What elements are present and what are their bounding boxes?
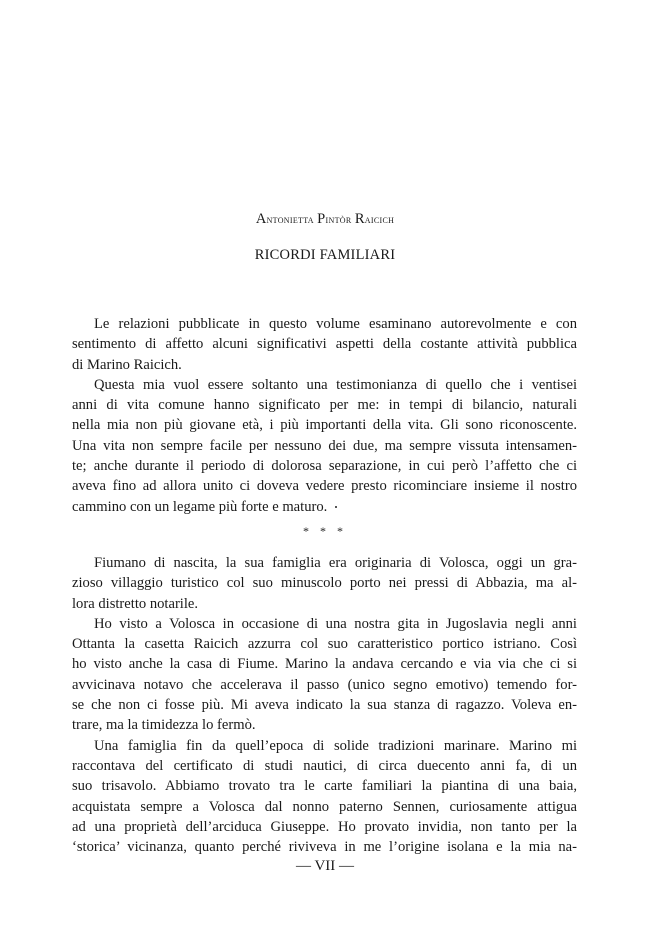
author-first-rest: ntonietta [266,212,314,226]
article-title: RICORDI FAMILIARI [254,247,396,263]
paragraph-line: aveva fino ad allora unito ci doveva vedere presto ricominciare insieme il nostro [72,478,577,495]
author-middle-rest: intòr [325,212,352,226]
paragraph-line-text: cammino con un legame più forte e maturo. [72,498,328,515]
section-separator: * * * [303,524,347,538]
paragraph-line: se che non ci fosse più. Mi aveva indicato la sua stanza di ragazzo. Voleva en- [72,697,577,714]
paragraph-line: Le relazioni pubblicate in questo volume esaminano autorevolmente e con [94,316,577,332]
paragraph-line: ‘storica’ vicinanza, quanto perché riviveva in me l’origine isolana e la mia na- [72,839,577,856]
author-last-rest: aicich [364,212,395,226]
author-middle-initial: P [317,211,326,227]
paragraph-line: trare, ma la timidezza lo fermò. [72,717,256,734]
paragraph-line: Una famiglia fin da quell’epoca di solide tradizioni marinare. Marino mi [94,737,577,754]
paragraph-line: di Marino Raicich. [72,356,182,373]
author-last-initial: R [354,211,365,227]
paragraph-line: raccontava del certificato di studi nautici, di circa duecento anni fa, di un [72,757,577,774]
author-first-initial: A [255,211,267,227]
paragraph-line: sentimento di affetto alcuni significativi aspetti della costante attività pubblica [72,336,577,353]
paragraph-line: suo trisavolo. Abbiamo trovato tra le carte familiari la piantina di una baia, [72,778,577,795]
author-name [0,211,650,228]
paragraph-line: lora distretto notarile. [72,595,199,612]
paragraph-line: anni di vita comune hanno significato per me: in tempi di bilancio, naturali [72,397,577,414]
paragraph-line: Una vita non sempre facile per nessuno dei due, ma sempre vissuta intensamen- [72,437,577,454]
paragraph-line: Ho visto a Volosca in occasione di una nostra gita in Jugoslavia negli anni [94,615,577,632]
paragraph-line: zioso villaggio turistico col suo minuscolo porto nei pressi di Abbazia, ma al- [72,575,577,592]
paragraph-line: ad una proprietà dell’arciduca Giuseppe. Ho provato invidia, non tanto per la [72,818,577,835]
paragraph-line [72,497,577,517]
paragraph-line: acquistata sempre a Volosca dal nonno paterno Sennen, curiosamente attigua [72,798,577,815]
stray-dot [335,506,337,508]
section-1 [72,314,577,517]
paragraph-line: ho visto anche la casa di Fiume. Marino la andava cercando e via via che ci si [72,656,577,673]
section-2 [72,553,577,857]
paragraph-line: nella mia non più giovane età, i più importanti della vita. Gli sono riconoscente. [72,417,577,434]
paragraph-line: Ottanta la casetta Raicich azzurra col suo caratteristico portico istriano. Così [72,636,577,653]
paragraph-line: Fiumano di nascita, la sua famiglia era originaria di Volosca, oggi un gra- [94,555,577,571]
paragraph-line: avvicinava notavo che accelerava il passo (unico segno emotivo) temendo for- [72,676,577,693]
paragraph-line: Questa mia vuol essere soltanto una testimonianza di quello che i ventisei [94,376,577,393]
page-number: — VII — [295,858,355,874]
paragraph-line: te; anche durante il periodo di dolorosa separazione, in cui però l’affetto che ci [72,458,577,475]
